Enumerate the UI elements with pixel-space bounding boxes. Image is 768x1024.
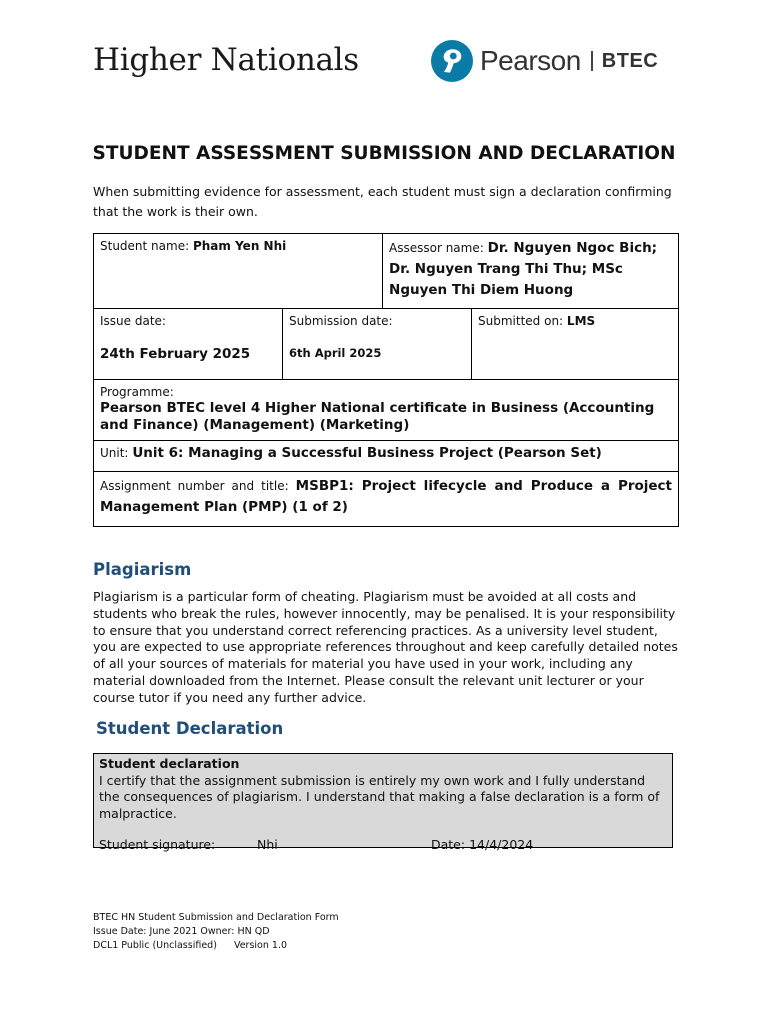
footer <box>93 911 339 953</box>
submitted-on-value: LMS <box>566 314 596 328</box>
submission-date-label: Submission date: <box>289 314 393 328</box>
submitted-on-cell <box>472 309 679 380</box>
submission-form-table <box>93 233 679 527</box>
date-value: 14/4/2024 <box>469 837 534 852</box>
logo-pearson-text: Pearson <box>480 45 581 76</box>
programme-cell <box>94 380 679 441</box>
plagiarism-heading: Plagiarism <box>93 560 192 579</box>
assignment-cell <box>94 472 679 527</box>
brand-title: Higher Nationals <box>93 42 359 78</box>
signature-value: Nhi <box>257 837 278 852</box>
issue-date-cell <box>94 309 283 380</box>
pearson-logo-icon <box>431 40 473 82</box>
submission-date-value: 6th April 2025 <box>289 346 382 360</box>
student-name-cell <box>94 234 383 309</box>
declaration-box-heading: Student declaration <box>99 756 240 771</box>
footer-classification: DCL1 Public (Unclassified) <box>93 940 217 951</box>
declaration-date <box>431 837 533 854</box>
unit-value: Unit 6: Managing a Successful Business Project (Pearson Set) <box>132 445 602 461</box>
footer-classification-line <box>93 939 339 953</box>
assessor-name-value: Dr. Nguyen Ngoc Bich; Dr. Nguyen Trang Thi Thu; MSc Nguyen Thi Diem Huong <box>389 240 658 298</box>
plagiarism-text: Plagiarism is a particular form of cheating. Plagiarism must be avoided at all costs and students who break the rules, however innocently, may be penalised. It is your responsibility to ensure that you understand correct referencing practices. As a university level student, you are expected to use appropriate references throughout and keep carefully detailed notes of all your sources of materials for material you have used in your work, including any material downloaded from the Internet. Please consult the relevant unit lecturer or your course tutor if you need any further advice. <box>93 589 678 705</box>
logo-divider <box>591 51 593 71</box>
footer-form-name: BTEC HN Student Submission and Declaration Form <box>93 912 339 923</box>
submitted-on-label: Submitted on: <box>478 314 564 328</box>
student-name-value: Pham Yen Nhi <box>192 239 287 253</box>
student-name-label: Student name: <box>100 239 190 253</box>
programme-value: Pearson BTEC level 4 Higher National certificate in Business (Accounting and Finance) (Management) (Marketing) <box>100 400 655 433</box>
issue-date-label: Issue date: <box>100 314 166 328</box>
unit-cell <box>94 441 679 472</box>
unit-label: Unit: <box>100 446 129 460</box>
programme-label: Programme: <box>100 385 174 399</box>
date-label: Date: <box>431 837 466 852</box>
signature-label: Student signature: <box>99 837 216 852</box>
logo-btec-text: BTEC <box>601 49 659 72</box>
assessor-name-cell <box>383 234 679 309</box>
assignment-label: Assignment number and title: <box>100 479 289 493</box>
intro-text: When submitting evidence for assessment, each student must sign a declaration confirming that the work is their own. <box>93 184 672 219</box>
student-declaration-heading: Student Declaration <box>96 719 284 738</box>
assignment-value: MSBP1: Project lifecycle and Produce a Project Management Plan (PMP) (1 of 2) <box>100 478 673 515</box>
footer-version: Version 1.0 <box>233 940 288 951</box>
pearson-btec-logo <box>431 40 658 82</box>
submission-date-cell <box>283 309 472 380</box>
footer-issue-owner: Issue Date: June 2021 Owner: HN QD <box>93 926 270 937</box>
document-title: STUDENT ASSESSMENT SUBMISSION AND DECLARATION <box>92 143 676 164</box>
assessor-name-label: Assessor name: <box>389 241 484 255</box>
issue-date-value: 24th February 2025 <box>100 346 251 362</box>
declaration-text: I certify that the assignment submission is entirely my own work and I fully understand the consequences of plagiarism. I understand that making a false declaration is a form of malpractice. <box>99 772 660 821</box>
declaration-box <box>93 753 673 852</box>
